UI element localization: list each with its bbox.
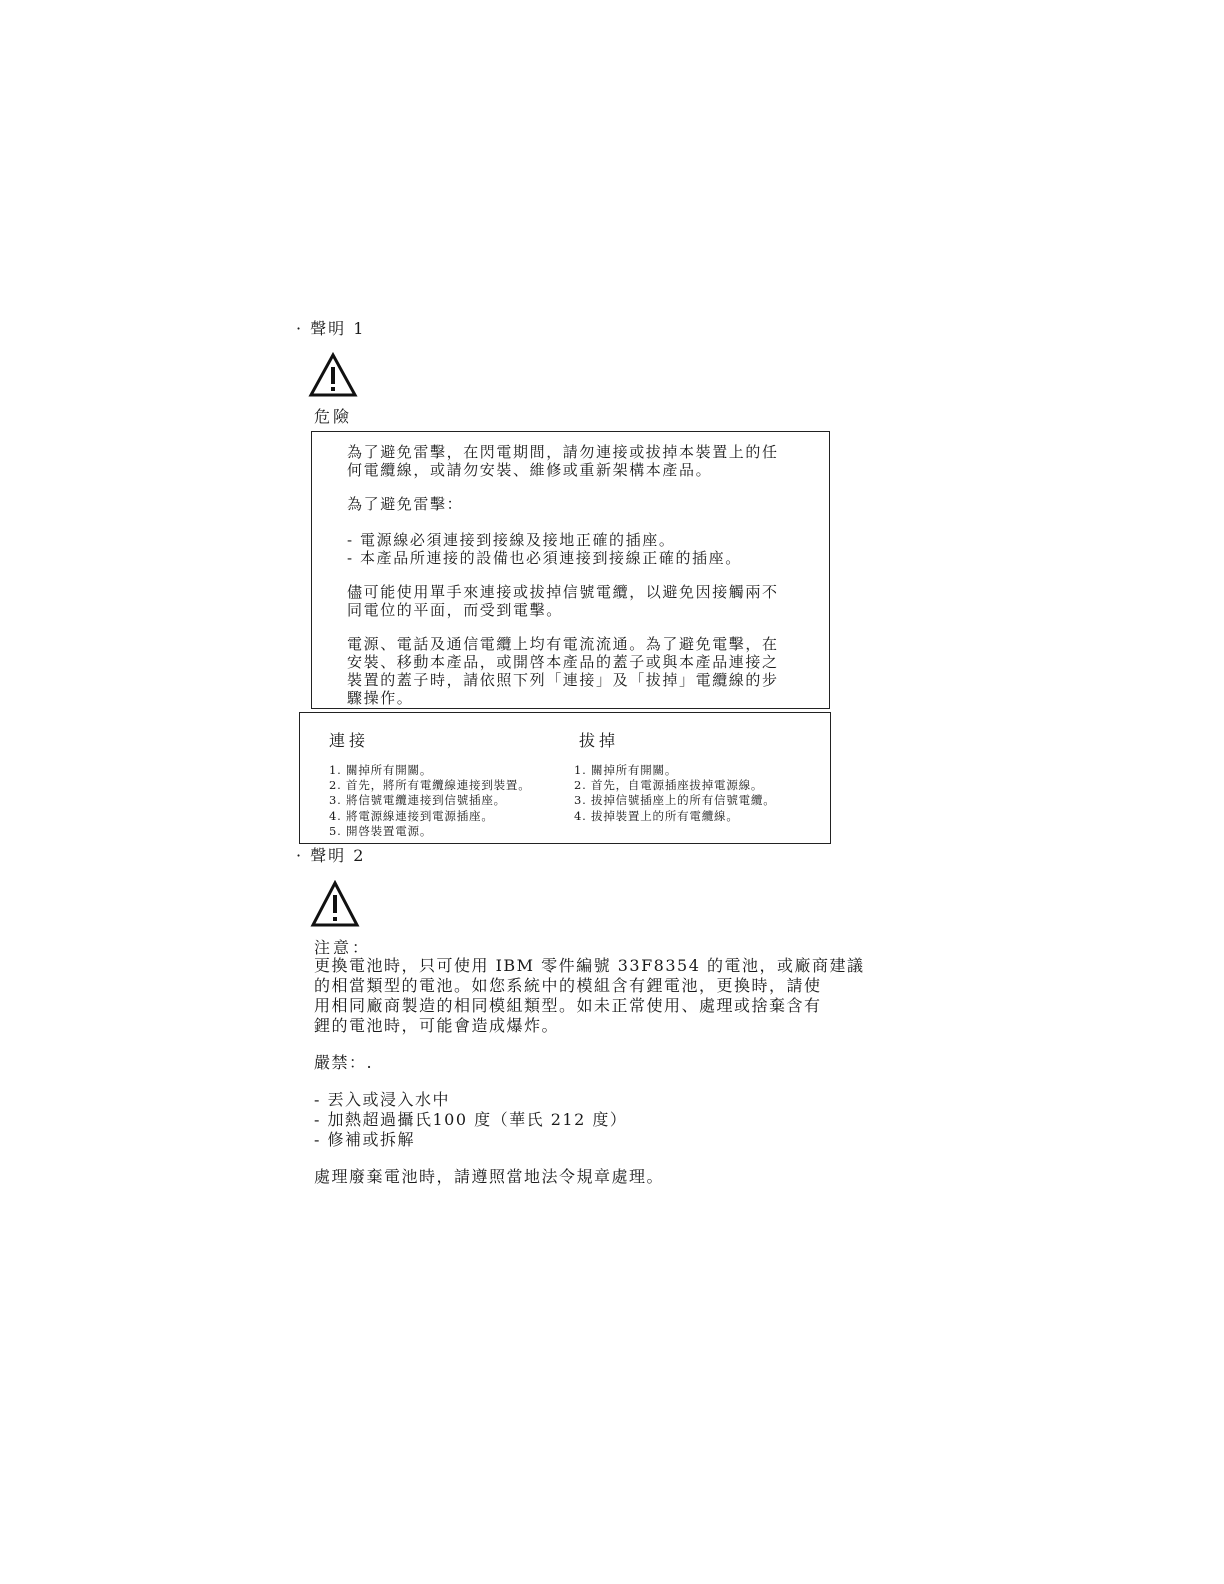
danger-bullets	[347, 531, 829, 567]
prohibited-item: - 修補或拆解	[314, 1130, 415, 1149]
danger-paragraph-2	[347, 495, 829, 513]
disconnect-step: 3. 拔掉信號插座上的所有信號電纜。	[574, 793, 776, 808]
danger-line: 安裝、移動本產品，或開啓本產品的蓋子或與本產品連接之	[347, 653, 779, 671]
danger-bullet: - 電源線必須連接到接線及接地正確的插座。	[347, 531, 676, 549]
caution-line: 的相當類型的電池。如您系統中的模組含有鋰電池，更換時，請使	[314, 976, 822, 995]
caution-label: 注意：	[314, 938, 372, 957]
warning-triangle-icon	[310, 880, 360, 928]
caution-line: 鋰的電池時，可能會造成爆炸。	[314, 1016, 560, 1035]
danger-line: 儘可能使用單手來連接或拔掉信號電纜，以避免因接觸兩不	[347, 583, 779, 601]
statement-2-heading: · 聲明 2	[296, 846, 366, 865]
disconnect-title: 拔掉	[579, 731, 620, 750]
prohibited-label-text: 嚴禁：.	[314, 1053, 374, 1072]
caution-body	[314, 956, 865, 1187]
danger-paragraph-5	[347, 635, 829, 707]
danger-label: 危險	[314, 407, 353, 426]
disconnect-step: 4. 拔掉裝置上的所有電纜線。	[574, 808, 739, 823]
connect-step: 2. 首先，將所有電纜線連接到裝置。	[329, 778, 531, 793]
connect-step: 1. 關掉所有開關。	[329, 763, 433, 777]
danger-line: 何電纜線，或請勿安裝、維修或重新架構本產品。	[347, 461, 713, 479]
prohibited-item: - 丟入或浸入水中	[314, 1090, 450, 1109]
connect-title: 連接	[329, 731, 370, 750]
disconnect-step: 1. 關掉所有開關。	[574, 763, 678, 777]
prohibited-list	[314, 1090, 865, 1150]
danger-paragraph-1	[347, 443, 829, 479]
statement-1-heading: · 聲明 1	[296, 319, 366, 338]
warning-triangle-icon	[308, 352, 358, 398]
connect-steps	[329, 763, 531, 839]
disposal-text: 處理廢棄電池時，請遵照當地法令規章處理。	[314, 1167, 665, 1186]
danger-line: 同電位的平面，而受到電擊。	[347, 601, 563, 619]
danger-notice-box	[311, 431, 830, 709]
caution-line: 用相同廠商製造的相同模組類型。如未正常使用、處理或捨棄含有	[314, 996, 822, 1015]
danger-bullet: - 本產品所連接的設備也必須連接到接線正確的插座。	[347, 549, 742, 567]
danger-line: 驟操作。	[347, 689, 414, 707]
danger-line: 為了避免雷擊，在閃電期間，請勿連接或拔掉本裝置上的任	[347, 443, 779, 461]
danger-line: 裝置的蓋子時，請依照下列「連接」及「拔掉」電纜線的步	[347, 671, 779, 689]
caution-intro	[314, 956, 865, 1036]
danger-line: 電源、電話及通信電纜上均有電流流通。為了避免電擊，在	[347, 635, 779, 653]
prohibited-label	[314, 1053, 865, 1073]
prohibited-item: - 加熱超過攝氏100 度（華氏 212 度）	[314, 1110, 628, 1129]
disconnect-steps	[574, 763, 776, 824]
disposal-note	[314, 1167, 865, 1187]
connect-step: 5. 開啓裝置電源。	[329, 823, 433, 838]
cable-procedure-box	[299, 712, 831, 844]
danger-line: 為了避免雷擊：	[347, 495, 464, 513]
connect-step: 4. 將電源線連接到電源插座。	[329, 808, 494, 823]
connect-step: 3. 將信號電纜連接到信號插座。	[329, 793, 506, 808]
caution-line: 更換電池時，只可使用 IBM 零件編號 33F8354 的電池，或廠商建議	[314, 956, 865, 975]
danger-paragraph-4	[347, 583, 829, 619]
disconnect-step: 2. 首先，自電源插座拔掉電源線。	[574, 778, 764, 793]
